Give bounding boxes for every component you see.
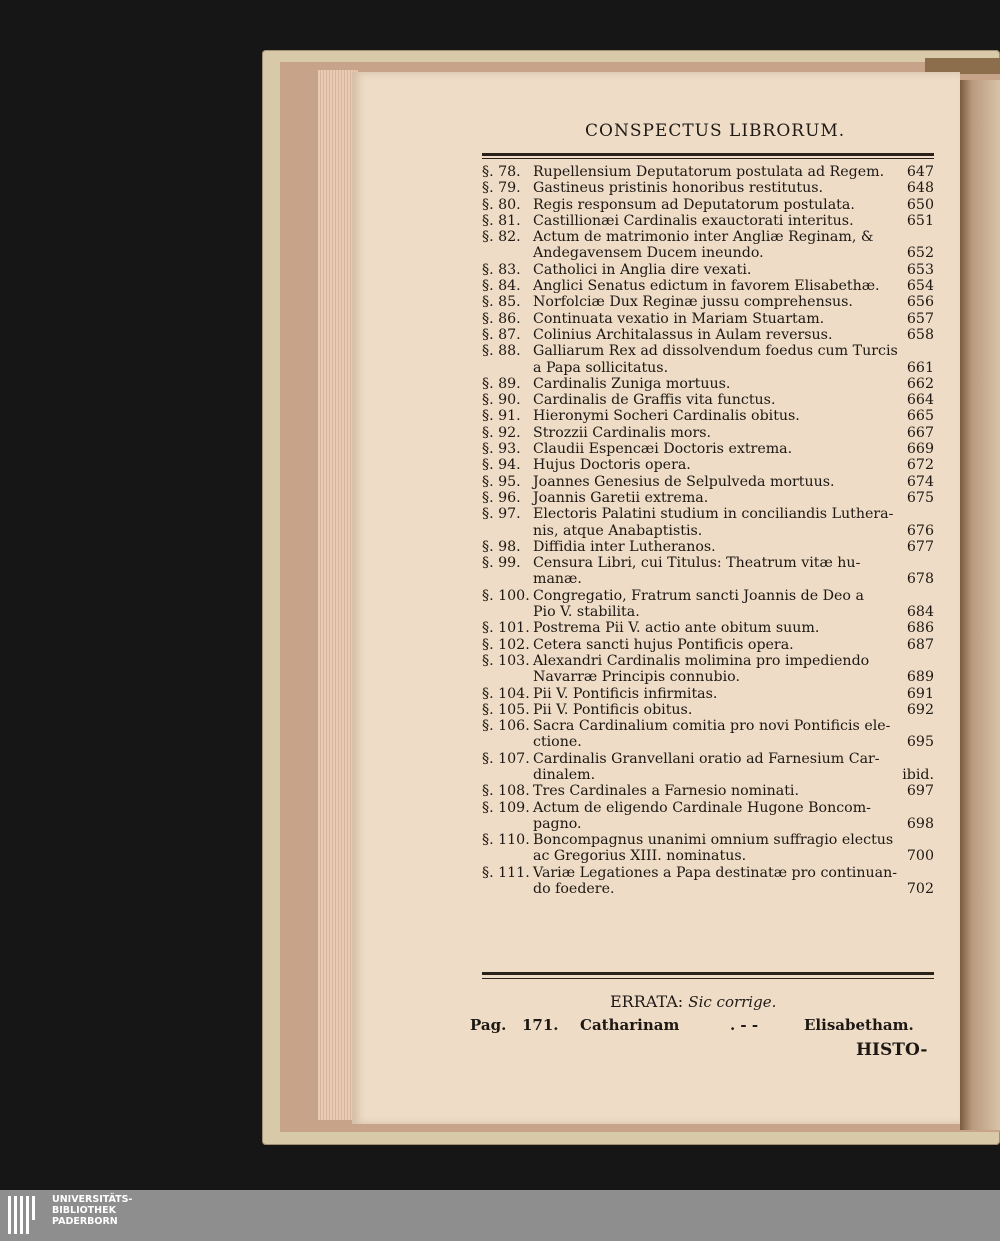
section-number: §. 105.	[482, 701, 530, 718]
page-number: 687	[906, 636, 934, 653]
page-number	[928, 751, 934, 767]
section-number: §. 90.	[482, 392, 521, 409]
page-number: 678	[906, 571, 934, 588]
section-number: §. 79.	[482, 180, 521, 197]
entry-title: Rupellensium Deputatorum postulata ad Regem.	[533, 164, 885, 180]
entry-line	[533, 604, 934, 620]
entry-title: Pii V. Pontificis obitus.	[533, 701, 693, 718]
errata-title: ERRATA:	[610, 992, 684, 1011]
section-number: §. 87.	[482, 326, 521, 343]
section-number: §. 99.	[482, 555, 521, 572]
entry-line	[533, 767, 934, 783]
page-number: 676	[906, 522, 934, 539]
toc-entry	[482, 441, 934, 457]
entry-title: Navarræ Principis connubio.	[533, 669, 740, 686]
top-rule-thin	[482, 158, 934, 159]
page-number: 665	[906, 408, 934, 425]
section-number: §. 83.	[482, 261, 521, 278]
entry-title: Pii V. Pontificis infirmitas.	[533, 685, 718, 702]
page-number: 647	[906, 164, 934, 180]
page-number: 702	[906, 881, 934, 898]
toc-entry	[482, 180, 934, 196]
section-number: §. 94.	[482, 457, 521, 474]
page-number	[928, 588, 934, 604]
page-number: 657	[906, 310, 934, 327]
toc-entry	[482, 278, 934, 294]
page-number: 662	[906, 375, 934, 392]
page-number: 695	[906, 734, 934, 751]
entry-title: Catholici in Anglia dire vexati.	[533, 261, 752, 278]
section-number: §. 95.	[482, 473, 521, 490]
entry-line	[533, 865, 934, 881]
section-number: §. 104.	[482, 685, 530, 702]
entry-title: ac Gregorius XIII. nominatus.	[533, 848, 747, 865]
entry-title: Actum de eligendo Cardinale Hugone Boncom-	[533, 799, 871, 816]
page-number: 674	[906, 473, 934, 490]
page-number	[928, 506, 934, 522]
section-number: §. 109.	[482, 799, 530, 816]
entry-title: Galliarum Rex ad dissolvendum foedus cum Turcis	[533, 343, 898, 360]
entry-line	[533, 457, 934, 473]
page-number: 692	[906, 701, 934, 718]
entry-line	[533, 620, 934, 636]
toc-entry	[482, 539, 934, 555]
entry-line	[533, 506, 934, 522]
toc-entry	[482, 229, 934, 262]
errata-heading	[610, 992, 776, 1011]
toc-entry	[482, 392, 934, 408]
page-number	[928, 653, 934, 669]
toc-entry	[482, 588, 934, 621]
entry-line	[533, 571, 934, 587]
page-number	[928, 555, 934, 571]
section-number: §. 96.	[482, 489, 521, 506]
entry-title: Sacra Cardinalium comitia pro novi Pontificis ele-	[533, 718, 891, 735]
library-name-line: UNIVERSITÄTS-	[52, 1194, 133, 1205]
entry-line	[533, 229, 934, 245]
section-number: §. 82.	[482, 229, 521, 246]
page-number	[928, 832, 934, 848]
toc-entry	[482, 490, 934, 506]
entry-title: Diffidia inter Lutheranos.	[533, 538, 716, 555]
entry-line	[533, 800, 934, 816]
toc-entry	[482, 783, 934, 799]
entry-line	[533, 425, 934, 441]
entry-title: Cardinalis Granvellani oratio ad Farnesium Car-	[533, 750, 880, 767]
entry-line	[533, 392, 934, 408]
entry-line	[533, 848, 934, 864]
toc-entry	[482, 653, 934, 686]
entry-title: Anglici Senatus edictum in favorem Elisabethæ.	[533, 278, 880, 295]
entry-line	[533, 197, 934, 213]
section-number: §. 85.	[482, 294, 521, 311]
entry-title: Claudii Espencæi Doctoris extrema.	[533, 441, 793, 458]
page-number	[928, 865, 934, 881]
page-number: 648	[906, 180, 934, 197]
section-number: §. 88.	[482, 343, 521, 360]
page-number: 689	[906, 669, 934, 686]
page-number	[928, 343, 934, 359]
entry-line	[533, 262, 934, 278]
page-number: 677	[906, 538, 934, 555]
page-number: 658	[906, 326, 934, 343]
entry-line	[533, 294, 934, 310]
entry-line	[533, 637, 934, 653]
section-number: §. 81.	[482, 212, 521, 229]
entry-line	[533, 278, 934, 294]
entry-title: Andegavensem Ducem ineundo.	[533, 245, 764, 262]
entry-title: Gastineus pristinis honoribus restitutus.	[533, 180, 824, 197]
toc-entry	[482, 327, 934, 343]
toc-entry	[482, 311, 934, 327]
page-number: 654	[906, 278, 934, 295]
section-number: §. 108.	[482, 783, 530, 800]
section-number: §. 86.	[482, 310, 521, 327]
entry-line	[533, 441, 934, 457]
toc-entry	[482, 262, 934, 278]
section-number: §. 110.	[482, 832, 530, 849]
entry-line	[533, 376, 934, 392]
entry-title: Regis responsum ad Deputatorum postulata.	[533, 196, 855, 213]
entry-title: dinalem.	[533, 766, 596, 783]
entry-title: Variæ Legationes a Papa destinatæ pro continuan-	[533, 864, 897, 881]
entry-line	[533, 474, 934, 490]
entry-line	[533, 686, 934, 702]
entry-line	[533, 816, 934, 832]
section-number: §. 106.	[482, 718, 530, 735]
errata-wrong-word: Catharinam	[580, 1016, 680, 1034]
entry-title: Strozzii Cardinalis mors.	[533, 424, 712, 441]
section-number: §. 98.	[482, 538, 521, 555]
toc-entry	[482, 506, 934, 539]
toc-entry	[482, 197, 934, 213]
errata-row	[470, 1016, 920, 1034]
section-number: §. 78.	[482, 164, 521, 180]
entry-line	[533, 327, 934, 343]
toc-entry	[482, 620, 934, 636]
page-number: 667	[906, 424, 934, 441]
library-name-line: BIBLIOTHEK	[52, 1205, 116, 1216]
section-number: §. 107.	[482, 750, 530, 767]
toc-entry	[482, 213, 934, 229]
entry-title: Cetera sancti hujus Pontificis opera.	[533, 636, 794, 653]
entry-title: Pio V. stabilita.	[533, 604, 640, 621]
section-number: §. 84.	[482, 278, 521, 295]
entry-line	[533, 669, 934, 685]
entry-title: Alexandri Cardinalis molimina pro impediendo	[533, 652, 870, 669]
entry-line	[533, 213, 934, 229]
entry-line	[533, 523, 934, 539]
library-logo-icon	[8, 1196, 40, 1234]
toc-entry	[482, 637, 934, 653]
entry-title: Colinius Architalassus in Aulam reversus.	[533, 326, 833, 343]
entry-line	[533, 360, 934, 376]
toc-entry	[482, 702, 934, 718]
bottom-rule-thin	[482, 978, 934, 979]
page-number	[928, 229, 934, 245]
entry-line	[533, 180, 934, 196]
entry-title: Cardinalis Zuniga mortuus.	[533, 375, 731, 392]
entry-line	[533, 490, 934, 506]
entry-title: Hieronymi Socheri Cardinalis obitus.	[533, 408, 800, 425]
entry-title: Norfolciæ Dux Reginæ jussu comprehensus.	[533, 294, 853, 311]
toc-entry	[482, 865, 934, 898]
entry-line	[533, 734, 934, 750]
entry-line	[533, 832, 934, 848]
section-number: §. 89.	[482, 375, 521, 392]
section-number: §. 97.	[482, 506, 521, 523]
section-number: §. 93.	[482, 441, 521, 458]
library-name	[52, 1194, 132, 1227]
entry-title: a Papa sollicitatus.	[533, 359, 669, 376]
library-footer	[0, 1190, 1000, 1241]
toc-entry	[482, 832, 934, 865]
entry-title: Tres Cardinales a Farnesio nominati.	[533, 783, 799, 800]
entry-title: Joannis Garetii extrema.	[533, 489, 709, 506]
entry-line	[533, 343, 934, 359]
toc-entry	[482, 686, 934, 702]
page-number: 691	[906, 685, 934, 702]
entry-title: Postrema Pii V. actio ante obitum suum.	[533, 620, 820, 637]
toc-entry	[482, 408, 934, 424]
page-number: 656	[906, 294, 934, 311]
toc-entry	[482, 474, 934, 490]
section-number: §. 102.	[482, 636, 530, 653]
entry-line	[533, 408, 934, 424]
errata-instruction: Sic corrige.	[688, 993, 777, 1011]
page-number: ibid.	[902, 766, 934, 783]
entry-title: do foedere.	[533, 881, 615, 898]
errata-pag-num: 171.	[522, 1016, 559, 1034]
entry-title: Continuata vexatio in Mariam Stuartam.	[533, 310, 825, 327]
page-number: 697	[906, 783, 934, 800]
errata-pag-label: Pag.	[470, 1016, 507, 1034]
toc-entry	[482, 751, 934, 784]
entry-line	[533, 702, 934, 718]
page-number: 651	[906, 212, 934, 229]
entry-line	[533, 783, 934, 799]
entry-line	[533, 245, 934, 261]
entry-line	[533, 881, 934, 897]
entry-line	[533, 653, 934, 669]
entry-line	[533, 311, 934, 327]
entry-title: pagno.	[533, 815, 582, 832]
section-number: §. 103.	[482, 652, 530, 669]
entry-title: Hujus Doctoris opera.	[533, 457, 691, 474]
entry-line	[533, 164, 934, 180]
page-number: 700	[906, 848, 934, 865]
entry-title: nis, atque Anabaptistis.	[533, 522, 703, 539]
errata-right-word: Elisabetham.	[804, 1016, 914, 1034]
toc-entry	[482, 457, 934, 473]
page-number: 653	[906, 261, 934, 278]
toc-entry	[482, 294, 934, 310]
entry-title: Cardinalis de Graffis vita functus.	[533, 392, 776, 409]
page-number: 661	[906, 359, 934, 376]
section-number: §. 80.	[482, 196, 521, 213]
entry-title: Boncompagnus unanimi omnium suffragio electus	[533, 832, 894, 849]
page-number: 686	[906, 620, 934, 637]
toc-entry	[482, 800, 934, 833]
toc-entry	[482, 555, 934, 588]
entry-line	[533, 555, 934, 571]
running-head: CONSPECTUS LIBRORUM.	[585, 121, 846, 141]
entry-title: Censura Libri, cui Titulus: Theatrum vitæ hu-	[533, 555, 861, 572]
entry-title: ctione.	[533, 734, 582, 751]
entry-title: Congregatio, Fratrum sancti Joannis de Deo a	[533, 587, 864, 604]
catchword: HISTO-	[856, 1040, 928, 1060]
entry-title: Actum de matrimonio inter Angliæ Reginam, &	[533, 229, 874, 246]
section-number: §. 100.	[482, 587, 530, 604]
entry-line	[533, 751, 934, 767]
page-number: 675	[906, 489, 934, 506]
facing-page-edge	[960, 80, 1000, 1130]
page-number: 672	[906, 457, 934, 474]
entry-line	[533, 718, 934, 734]
section-number: §. 91.	[482, 408, 521, 425]
bottom-rule	[482, 972, 934, 975]
entry-title: Electoris Palatini studium in conciliandis Luthera-	[533, 506, 894, 523]
library-name-line: PADERBORN	[52, 1216, 118, 1227]
entry-line	[533, 588, 934, 604]
toc-entry	[482, 376, 934, 392]
entry-title: Castillionæi Cardinalis exauctorati interitus.	[533, 212, 854, 229]
page-number: 698	[906, 815, 934, 832]
errata-dots: . - -	[729, 1016, 759, 1034]
page-number: 652	[906, 245, 934, 262]
toc-entry	[482, 164, 934, 180]
page-number: 650	[906, 196, 934, 213]
page-number	[928, 718, 934, 734]
table-of-contents	[482, 164, 934, 897]
top-rule	[482, 153, 934, 156]
section-number: §. 92.	[482, 424, 521, 441]
page-number: 664	[906, 392, 934, 409]
page-number	[928, 800, 934, 816]
page-number: 684	[906, 604, 934, 621]
toc-entry	[482, 718, 934, 751]
section-number: §. 101.	[482, 620, 530, 637]
toc-entry	[482, 425, 934, 441]
entry-line	[533, 539, 934, 555]
page-number: 669	[906, 441, 934, 458]
entry-title: manæ.	[533, 571, 582, 588]
entry-title: Joannes Genesius de Selpulveda mortuus.	[533, 473, 835, 490]
section-number: §. 111.	[482, 864, 530, 881]
toc-entry	[482, 343, 934, 376]
